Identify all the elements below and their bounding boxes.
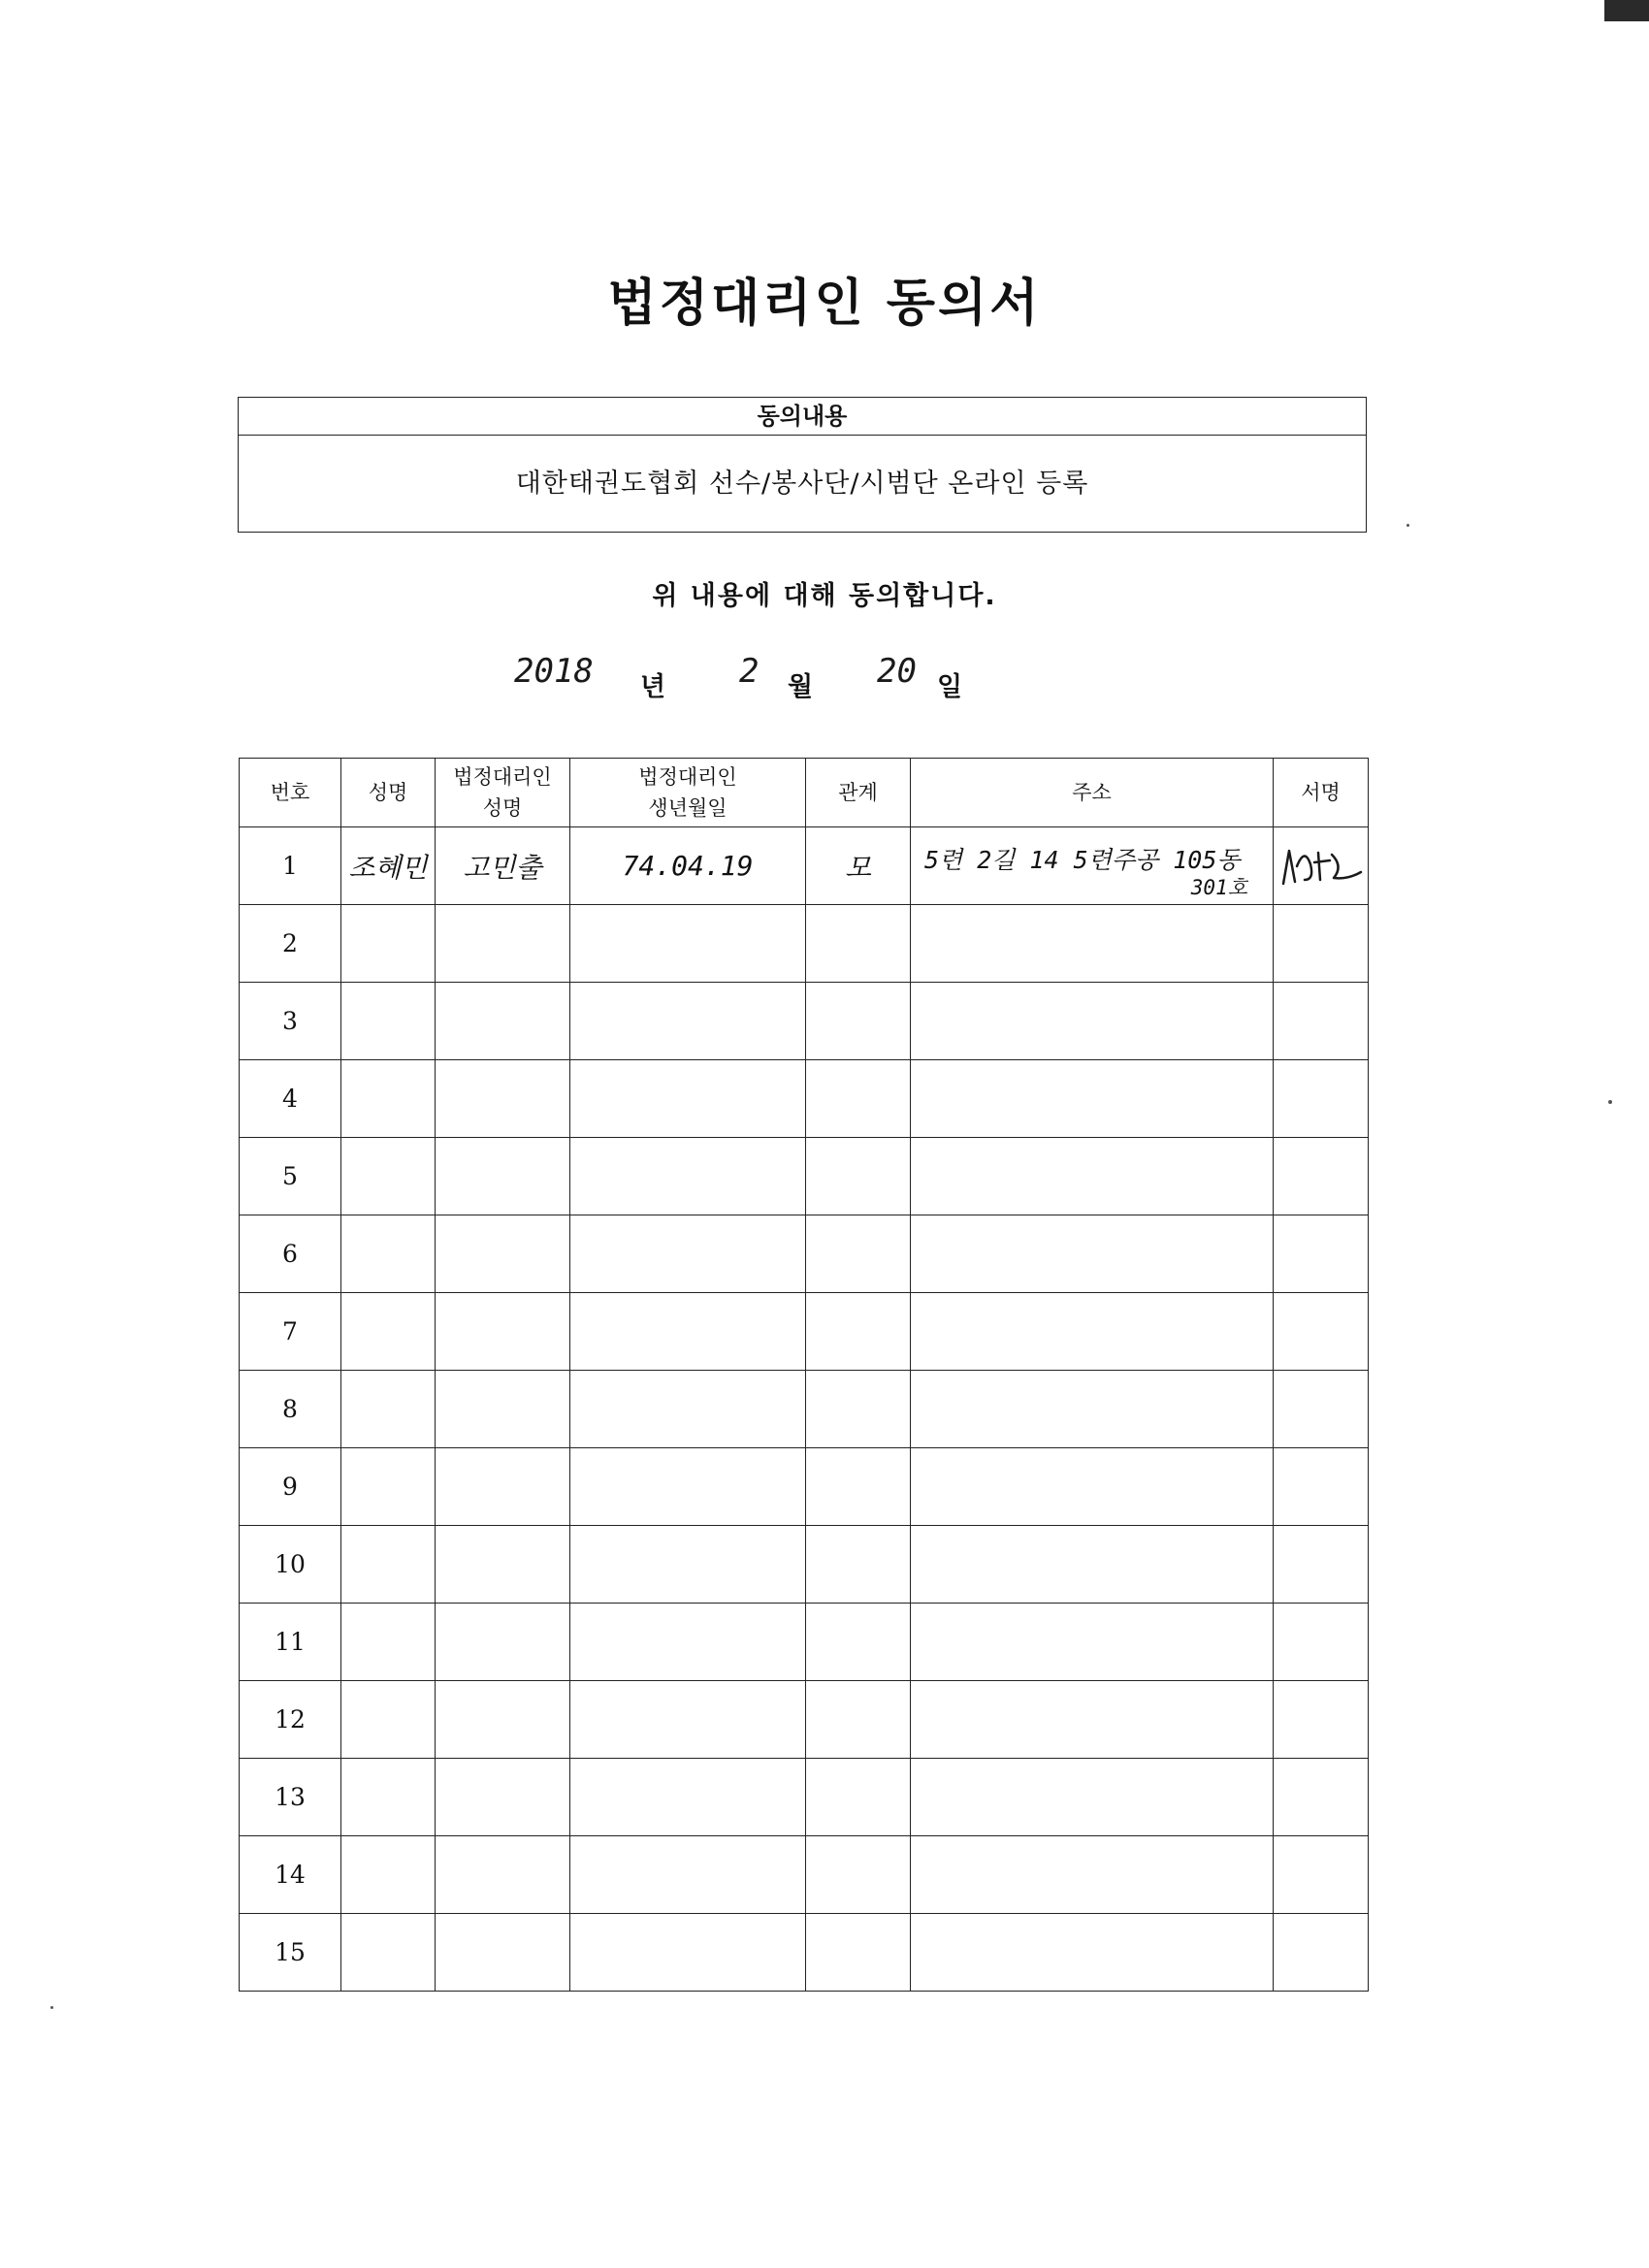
cell-name [341,1138,436,1215]
cell-number: 11 [240,1604,341,1681]
cell-signature [1274,1138,1369,1215]
date-day-unit: 일 [937,672,963,702]
cell-guardian-name [436,1836,570,1914]
header-guardian-birth [570,759,806,827]
cell-guardian-birth [570,1371,806,1448]
date-day: 20 [877,652,917,691]
cell-address [911,1371,1274,1448]
cell-name [341,1293,436,1371]
cell-address [911,1060,1274,1138]
consent-statement: 위 내용에 대해 동의합니다. [652,581,997,611]
cell-name-value: 조혜민 [348,851,428,884]
cell-guardian-name [436,1526,570,1604]
cell-address [911,1836,1274,1914]
cell-name [341,1759,436,1836]
cell-address [911,1759,1274,1836]
cell-address [911,983,1274,1060]
cell-relation [806,1681,911,1759]
cell-signature [1274,1836,1369,1914]
header-guardian-birth-line2: 생년월일 [648,796,728,820]
cell-relation [806,827,911,905]
cell-guardian-name [436,1060,570,1138]
cell-number: 14 [240,1836,341,1914]
cell-guardian-name [436,905,570,983]
cell-guardian-birth [570,1914,806,1992]
cell-number: 13 [240,1759,341,1836]
cell-address-line2: 301호 [1190,876,1247,899]
cell-guardian-birth [570,827,806,905]
cell-guardian-birth [570,1604,806,1681]
handwritten-signature-icon [1276,837,1367,895]
scan-speck [1608,1100,1612,1104]
cell-guardian-name [436,1371,570,1448]
cell-address-line1: 5련 2길 14 5련주공 105동 [924,846,1241,874]
cell-number: 2 [240,905,341,983]
cell-guardian-name [436,983,570,1060]
table-header-row [240,759,1369,827]
header-guardian-name-line1: 법정대리인 [453,765,552,789]
table-row [240,1604,1369,1681]
cell-relation [806,1448,911,1526]
header-name: 성명 [341,759,436,827]
header-signature: 서명 [1274,759,1369,827]
cell-signature [1274,827,1369,905]
cell-name [341,1448,436,1526]
cell-name [341,1060,436,1138]
cell-guardian-name [436,1138,570,1215]
cell-relation [806,1914,911,1992]
cell-guardian-birth [570,983,806,1060]
cell-guardian-birth [570,1759,806,1836]
cell-signature [1274,1293,1369,1371]
cell-address [911,1215,1274,1293]
header-relation: 관계 [806,759,911,827]
date-year-unit: 년 [640,672,666,702]
cell-relation [806,1836,911,1914]
cell-address [911,1526,1274,1604]
cell-relation [806,1060,911,1138]
cell-address [911,1293,1274,1371]
cell-signature [1274,1681,1369,1759]
cell-guardian-birth [570,1060,806,1138]
cell-name [341,983,436,1060]
cell-relation [806,1759,911,1836]
cell-name [341,827,436,905]
cell-guardian-name [436,827,570,905]
cell-guardian-name [436,1293,570,1371]
cell-name [341,1526,436,1604]
cell-guardian-name [436,1604,570,1681]
cell-signature [1274,1526,1369,1604]
cell-signature [1274,1215,1369,1293]
date-row [0,652,1649,710]
scan-speck [1406,524,1409,527]
table-row [240,1138,1369,1215]
consent-box-content: 대한태권도협회 선수/봉사단/시범단 온라인 등록 [515,469,1089,499]
cell-guardian-name [436,1759,570,1836]
cell-guardian-name-value: 고민출 [463,851,542,884]
cell-name [341,1215,436,1293]
table-row [240,1914,1369,1992]
cell-number: 7 [240,1293,341,1371]
table-row [240,1060,1369,1138]
header-number: 번호 [240,759,341,827]
cell-signature [1274,1759,1369,1836]
cell-signature [1274,1914,1369,1992]
cell-number: 10 [240,1526,341,1604]
table-row [240,1681,1369,1759]
table-row [240,1448,1369,1526]
cell-address [911,827,1274,905]
cell-relation [806,1138,911,1215]
cell-name [341,1681,436,1759]
cell-guardian-birth [570,1526,806,1604]
cell-guardian-birth [570,905,806,983]
date-year: 2018 [514,652,594,691]
cell-number: 4 [240,1060,341,1138]
cell-address [911,905,1274,983]
cell-number: 3 [240,983,341,1060]
header-guardian-name-line2: 성명 [482,796,523,820]
cell-guardian-birth [570,1448,806,1526]
cell-signature [1274,905,1369,983]
cell-number: 6 [240,1215,341,1293]
guardian-roster-table [239,758,1369,1992]
cell-relation [806,983,911,1060]
cell-guardian-birth-value: 74.04.19 [622,850,754,882]
cell-signature [1274,1448,1369,1526]
date-month-unit: 월 [788,672,814,702]
cell-name [341,1371,436,1448]
cell-relation [806,1293,911,1371]
cell-guardian-birth [570,1138,806,1215]
cell-number: 8 [240,1371,341,1448]
cell-address [911,1604,1274,1681]
cell-number: 1 [240,827,341,905]
cell-number: 15 [240,1914,341,1992]
cell-relation [806,905,911,983]
cell-name [341,1604,436,1681]
cell-name [341,905,436,983]
cell-guardian-name [436,1448,570,1526]
document-title: 법정대리인 동의서 [607,274,1042,333]
cell-signature [1274,1060,1369,1138]
table-row [240,1759,1369,1836]
header-guardian-name [436,759,570,827]
scan-speck [50,2006,53,2009]
header-address: 주소 [911,759,1274,827]
cell-address [911,1138,1274,1215]
table-row [240,1836,1369,1914]
cell-guardian-birth [570,1215,806,1293]
table-row [240,1215,1369,1293]
cell-guardian-birth [570,1681,806,1759]
cell-guardian-birth [570,1836,806,1914]
consent-box-header: 동의내용 [239,398,1366,436]
cell-address [911,1914,1274,1992]
table-row [240,1293,1369,1371]
cell-relation [806,1371,911,1448]
consent-box [238,397,1367,533]
header-guardian-birth-line1: 법정대리인 [638,765,737,789]
cell-signature [1274,1604,1369,1681]
table-row [240,1526,1369,1604]
cell-guardian-name [436,1914,570,1992]
cell-relation [806,1215,911,1293]
table-row [240,983,1369,1060]
cell-number: 9 [240,1448,341,1526]
scan-edge-mark [1604,0,1649,21]
cell-signature [1274,983,1369,1060]
cell-name [341,1836,436,1914]
cell-relation [806,1526,911,1604]
cell-address [911,1681,1274,1759]
cell-relation-value: 모 [844,851,872,884]
date-month: 2 [739,652,760,691]
cell-guardian-birth [570,1293,806,1371]
cell-relation [806,1604,911,1681]
cell-number: 5 [240,1138,341,1215]
cell-guardian-name [436,1215,570,1293]
table-row [240,905,1369,983]
table-row [240,1371,1369,1448]
cell-signature [1274,1371,1369,1448]
cell-guardian-name [436,1681,570,1759]
table-row [240,827,1369,905]
cell-number: 12 [240,1681,341,1759]
cell-name [341,1914,436,1992]
cell-address [911,1448,1274,1526]
